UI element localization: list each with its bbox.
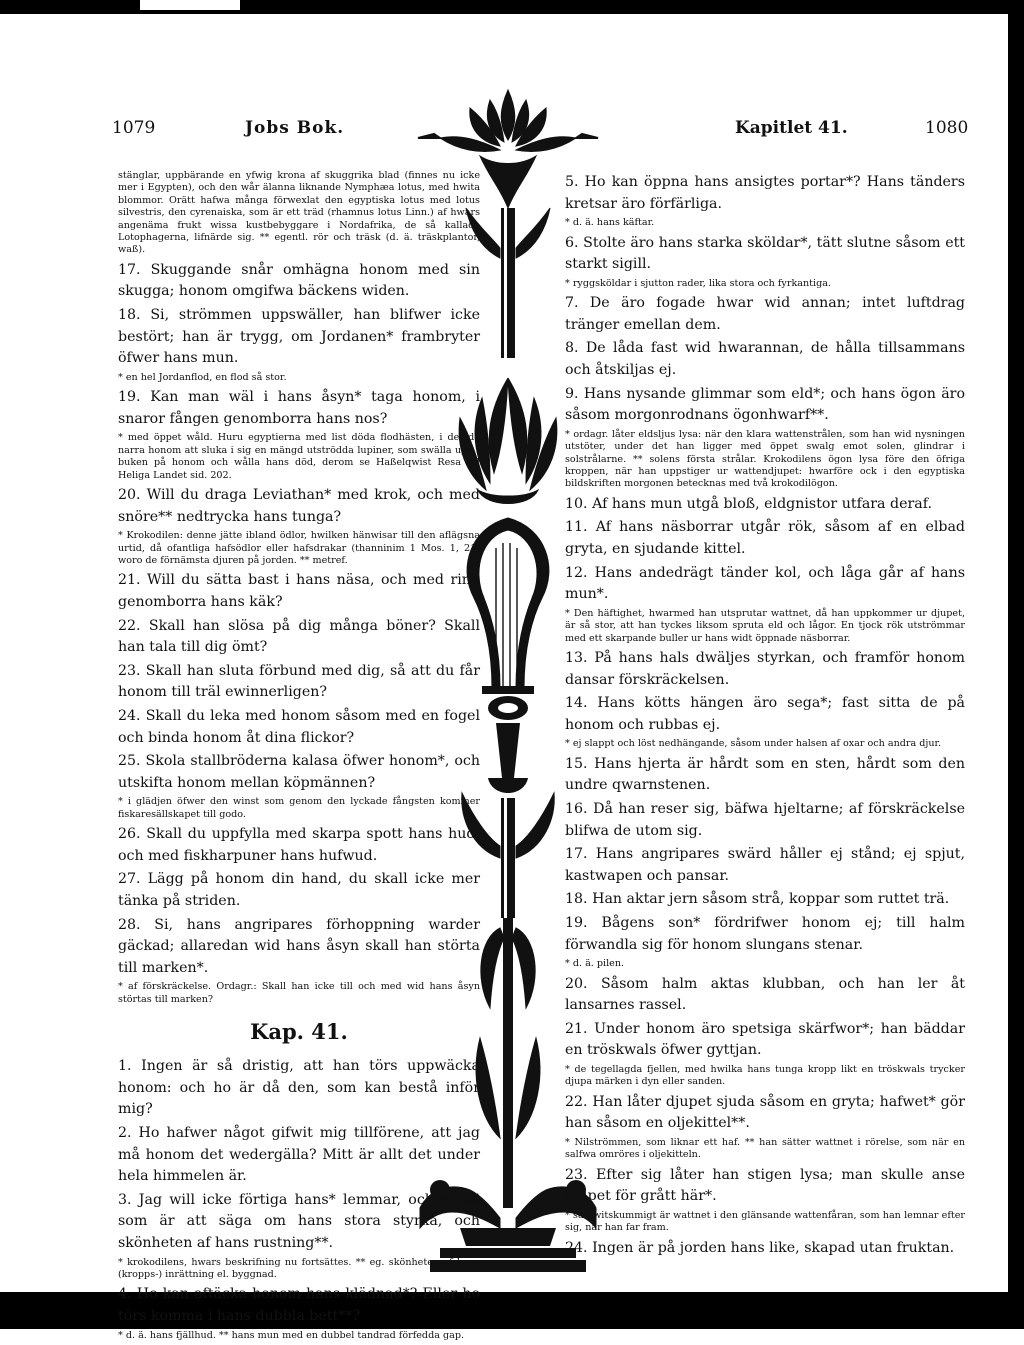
running-title: Jobs Bok. [245,118,345,138]
verse-41-10: 10. Af hans mun utgå bloß, eldgnistor utfara deraf. [565,495,932,512]
verse-41-4: 4. Ho kan aftäcka honom hans klädnad*? Eller ho törs komma i hans dubbla bett**? [118,1286,480,1324]
page-number-right: 1080 [925,118,969,138]
verse-41-14: 14. Hans kötts hängen äro sega*; fast sitta de på honom och rubbas ej. [565,695,965,733]
verse-41-7: 7. De äro fogade hwar wid annan; intet luftdrag tränger emellan dem. [565,295,965,333]
verse-41-5: 5. Ho kan öppna hans ansigtes portar*? Hans tänders kretsar äro förfärliga. [565,174,965,212]
footnote-28: * af förskräckelse. Ordagr.: Skall han icke till och med wid hans åsyn störtas till marken? [118,981,480,1005]
verse-23: 23. Skall han sluta förbund med dig, så att du får honom till träl ewinnerligen? [118,662,480,701]
verse-24: 24. Skall du leka med honom såsom med en fogel och binda honom åt dina flickor? [118,708,480,746]
verse-41-23: 23. Efter sig låter han stigen lysa; man skulle anse djupet för grått här*. [565,1166,965,1205]
verse-41-2: 2. Ho hafwer något gifwit mig tillförene, att jag må honom det wedergälla? Mitt är allt det under hela himmelen är. [118,1124,480,1185]
footnote-18: * en hel Jordanflod, en flod så stor. [118,371,287,383]
verse-41-15: 15. Hans hjerta är hårdt som en sten, hårdt som den undre qwarnstenen. [565,755,965,794]
verse-41-9: 9. Hans nysande glimmar som eld*; och hans ögon äro såsom morgonrodnans ögonhwarf**. [565,385,965,424]
footnote-41-19: * d. ä. pilen. [565,958,625,970]
verse-41-6: 6. Stolte äro hans starka sköldar*, tätt slutne såsom ett starkt sigill. [565,234,965,273]
footnote-41-23: * så hwitskummigt är wattnet i den glänsande wattenfåran, som han lemnar efter sig, när han far fram. [565,1209,965,1234]
verse-41-22: 22. Han låter djupet sjuda såsom en gryta; hafwet* gör han såsom en oljekittel**. [565,1093,965,1132]
page-number-left: 1079 [112,118,156,138]
verse-22: 22. Skall han slösa på dig många böner? Skall han tala till dig ömt? [118,617,480,656]
footnote-20: * Krokodilen: denne jätte ibland ödlor, hwilken hänwisar till den aflägsna urtid, då ofantliga hafsödlor eller hafsdrakar (thanninim 1 Mos. 1, 21) woro de förnämsta djuren på jorden. ** metref. [118,530,480,567]
footnote-41-22: * Nilströmmen, som liknar ett haf. ** han sätter wattnet i rörelse, som när en salfwa omröres i oljekitteln. [565,1136,965,1161]
verse-41-24: 24. Ingen är på jorden hans like, skapad utan fruktan. [565,1239,955,1256]
verse-41-21: 21. Under honom äro spetsiga skärfwor*; han bäddar en tröskwals öfwer gyttjan. [565,1020,965,1059]
verse-20: 20. Will du draga Leviathan* med krok, och med snöre** nedtrycka hans tunga? [118,487,480,525]
verse-41-19: 19. Bågens son* fördrifwer honom ej; till halm förwandla sig för honom slungans stenar. [565,914,965,953]
footnote-41-6: * ryggsköldar i sjutton rader, lika stora och fyrkantiga. [565,277,831,289]
verse-41-11: 11. Af hans näsborrar utgår rök, såsom af en elbad gryta, en sjudande kittel. [565,519,965,557]
verse-18: 18. Si, strömmen uppswäller, han blifwer icke bestört; han är trygg, om Jordanen* frambryter öfwer hans mun. [118,307,480,367]
scan-notch [140,0,240,10]
scan-border-top [0,0,1024,14]
verse-41-3: 3. Jag will icke förtiga hans* lemmar, och hwad som är att säga om hans stora styrka, och skönheten af hans rustning**. [118,1191,480,1251]
footnote-25: * i glädjen öfwer den winst som genom den lyckade fångsten kommer fiskaresällskapet till godo. [118,796,480,820]
verse-19: 19. Kan man wäl i hans åsyn* taga honom, i snaror fången genomborra hans nos? [118,389,480,427]
footnote-41-9: * ordagr. låter eldsljus lysa: när den klara wattenstrålen, som han wid nysningen utstöter, under det han ligger med öppet swalg emot solen, glindrar i solstrålarne. ** solens första strålar. Krokodilens ögon lysa före den öfriga kroppen, när han uppstiger ur wattendjupet: hwarföre ock i den egyptiska bildskriften morgonen betecknas med två krokodilögon. [565,428,965,490]
right-text-column [565,171,965,1261]
chapter-heading: Kap. 41. [250,1019,348,1045]
footnote-41-14: * ej slappt och löst nedhängande, såsom under halsen af oxar och andra djur. [565,738,942,750]
footnote-41-5: * d. ä. hans käftar. [565,217,655,229]
verse-27: 27. Lägg på honom din hand, du skall icke mer tänka på striden. [118,871,480,909]
footnote-41-3: * krokodilens, hwars beskrifning nu fortsättes. ** eg. skönheten af hans (kropps-) inrättning el. byggnad. [118,1256,480,1280]
verse-41-17: 17. Hans angripares swärd håller ej stånd; ej spjut, kastwapen och pansar. [565,846,965,884]
verse-21: 21. Will du sätta bast i hans näsa, och med ring genomborra hans käk? [118,572,480,611]
verse-41-1: 1. Ingen är så dristig, att han törs uppwäcka honom: och ho är då den, som kan bestå inför mig? [118,1058,480,1118]
footnote-41-21: * de tegellagda fjellen, med hwilka hans tunga kropp likt en tröskwals trycker djupa märken i dyn eller sanden. [565,1063,965,1088]
footnote-continuation: stänglar, uppbärande en yfwig krona af skuggrika blad (finnes nu icke mer i Egypten), och den wår älanna liknande Nymphæa lotus, med hwita blommor. Orätt hafwa många förwexlat den egyptiska lotus med lotus silvestris, den cyrenaiska, som är ett träd (rhamnus lotus Linn.) af hwars angenäma frukt wissa kustbebyggare i Nordafrika, de så kallade Lotophagerna, lifnärde sig. ** egentl. rör och träsk (d. ä. träskplantor, waß). [118,170,480,256]
footnote-41-12: * Den häftighet, hwarmed han utsprutar wattnet, då han uppkommer ur djupet, är så stor, att han tyckes liksom spruta eld och lågor. En tjock rök utströmmar med ett skarpande buller ur hans widt öppnade näsborrar. [565,607,965,644]
verse-41-20: 20. Såsom halm aktas klubban, och han ler åt lansarnes rassel. [565,975,965,1014]
verse-41-16: 16. Då han reser sig, bäfwa hjeltarne; af förskräckelse blifwa de utom sig. [565,800,965,839]
verse-26: 26. Skall du uppfylla med skarpa spott hans hud, och med fiskharpuner hans hufwud. [118,826,480,864]
footnote-19: * med öppet wåld. Huru egyptierna med list döda flodhästen, i det de narra honom att sluka i sig en mängd utströdda lupiner, som swälla upp i buken på honom och wålla hans död, derom se Haßelqwist Resa till Heliga Landet sid. 202. [118,432,480,481]
verse-41-18: 18. Han aktar jern såsom strå, koppar som ruttet trä. [565,891,950,908]
verse-41-8: 8. De låda fast wid hwarannan, de hålla tillsammans och åtskiljas ej. [565,340,965,378]
verse-41-13: 13. På hans hals dwäljes styrkan, och framför honom dansar förskräckelsen. [565,649,965,688]
left-text-column [118,170,480,1345]
footnote-41-4: * d. ä. hans fjällhud. ** hans mun med en dubbel tandrad förfedda gap. [118,1329,465,1341]
verse-17: 17. Skuggande snår omhägna honom med sin skugga; honom omgifwa bäckens widen. [118,261,480,300]
verse-25: 25. Skola stallbröderna kalasa öfwer honom*, och utskifta honom mellan köpmännen? [118,753,480,791]
verse-41-12: 12. Hans andedrägt tänder kol, och låga går af hans mun*. [565,564,965,603]
running-chapter: Kapitlet 41. [735,118,848,138]
scan-border-right [1008,0,1024,1329]
verse-28: 28. Si, hans angripares förhoppning warder gäckad; allaredan wid hans åsyn skall han störta till marken*. [118,916,480,976]
